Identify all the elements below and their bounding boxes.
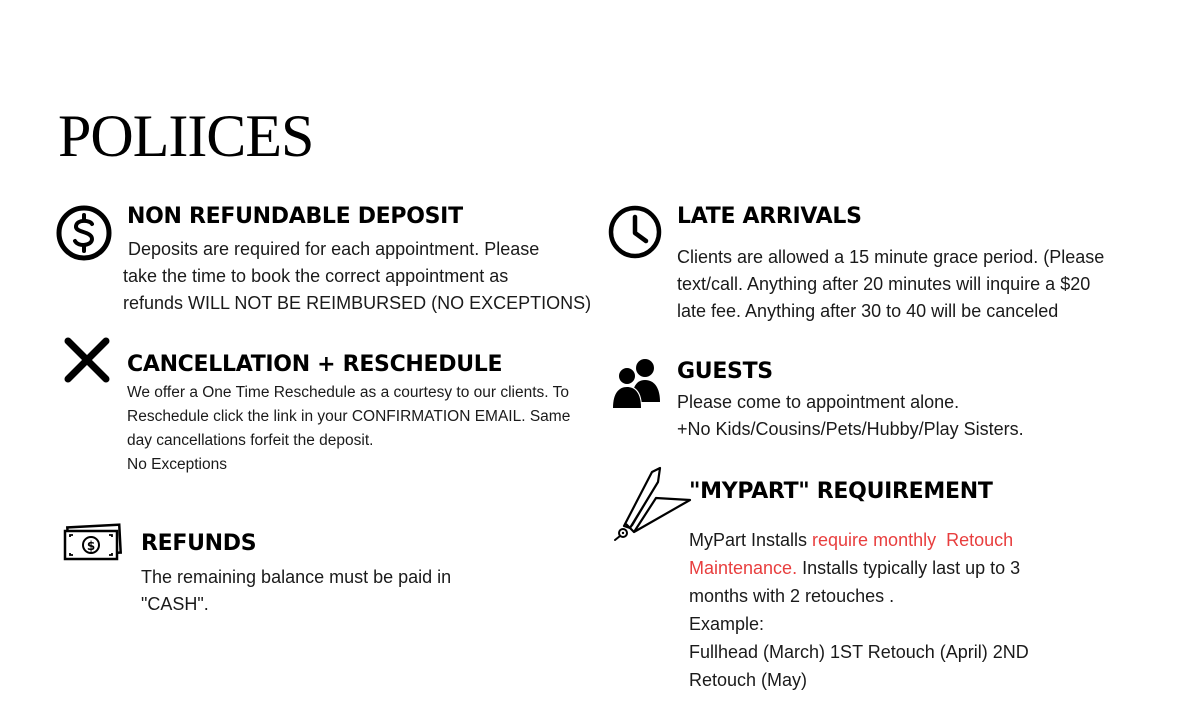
deposit-line: Deposits are required for each appointment. Please: [123, 239, 540, 259]
cash-bill-icon: [62, 523, 124, 563]
refunds-text: [141, 564, 541, 618]
dollar-circle-icon: [55, 204, 113, 262]
guests-line: Please come to appointment alone.: [677, 392, 960, 412]
cancellation-text: [127, 381, 602, 477]
mypart-line-2-post: Installs typically last up to 3: [797, 558, 1021, 578]
x-mark-icon: [62, 336, 112, 384]
deposit-text: [123, 236, 592, 317]
cancellation-line: day cancellations forfeit the deposit.: [127, 432, 374, 449]
svg-text:$: $: [86, 539, 96, 553]
late-line: text/call. Anything after 20 minutes will inquire a $20: [677, 274, 1091, 294]
cancellation-line: We offer a One Time Reschedule as a courtesy to our clients. To: [127, 384, 569, 401]
page-title: POLIICES: [58, 103, 314, 169]
guests-heading: GUESTS: [677, 359, 773, 384]
mypart-line-2-highlight: Maintenance.: [689, 558, 798, 578]
refunds-line: "CASH".: [141, 594, 209, 614]
guests-line: +No Kids/Cousins/Pets/Hubby/Play Sisters.: [677, 419, 1024, 439]
mypart-line-1: [689, 526, 1169, 554]
refunds-line: The remaining balance must be paid in: [141, 567, 452, 587]
guests-text: [677, 389, 1177, 443]
refunds-heading: REFUNDS: [141, 531, 257, 556]
mypart-line: months with 2 retouches .: [689, 586, 895, 606]
people-icon: [612, 356, 662, 410]
late-line: late fee. Anything after 30 to 40 will be canceled: [677, 301, 1059, 321]
late-line: Clients are allowed a 15 minute grace period. (Please: [677, 247, 1105, 267]
mypart-heading: "MYPART" REQUIREMENT: [689, 479, 993, 504]
flat-iron-icon: [612, 466, 692, 546]
mypart-line-1-highlight: require monthly Retouch: [812, 530, 1014, 550]
mypart-line: Fullhead (March) 1ST Retouch (April) 2ND: [689, 642, 1029, 662]
deposit-line: take the time to book the correct appointment as: [123, 266, 509, 286]
clock-icon: [607, 204, 663, 260]
late-arrivals-text: [677, 244, 1177, 325]
mypart-line: Example:: [689, 614, 765, 634]
cancellation-heading: CANCELLATION + RESCHEDULE: [127, 352, 503, 377]
mypart-line-2: [689, 554, 1169, 582]
cancellation-line: Reschedule click the link in your CONFIRMATION EMAIL. Same: [127, 408, 571, 425]
deposit-heading: NON REFUNDABLE DEPOSIT: [127, 204, 463, 229]
mypart-text: [689, 526, 1169, 694]
mypart-line-1-pre: MyPart Installs: [689, 530, 813, 550]
deposit-line: refunds WILL NOT BE REIMBURSED (NO EXCEPTIONS): [123, 293, 592, 313]
cancellation-line: No Exceptions: [127, 456, 227, 473]
late-arrivals-heading: LATE ARRIVALS: [677, 204, 862, 229]
mypart-line: Retouch (May): [689, 670, 808, 690]
